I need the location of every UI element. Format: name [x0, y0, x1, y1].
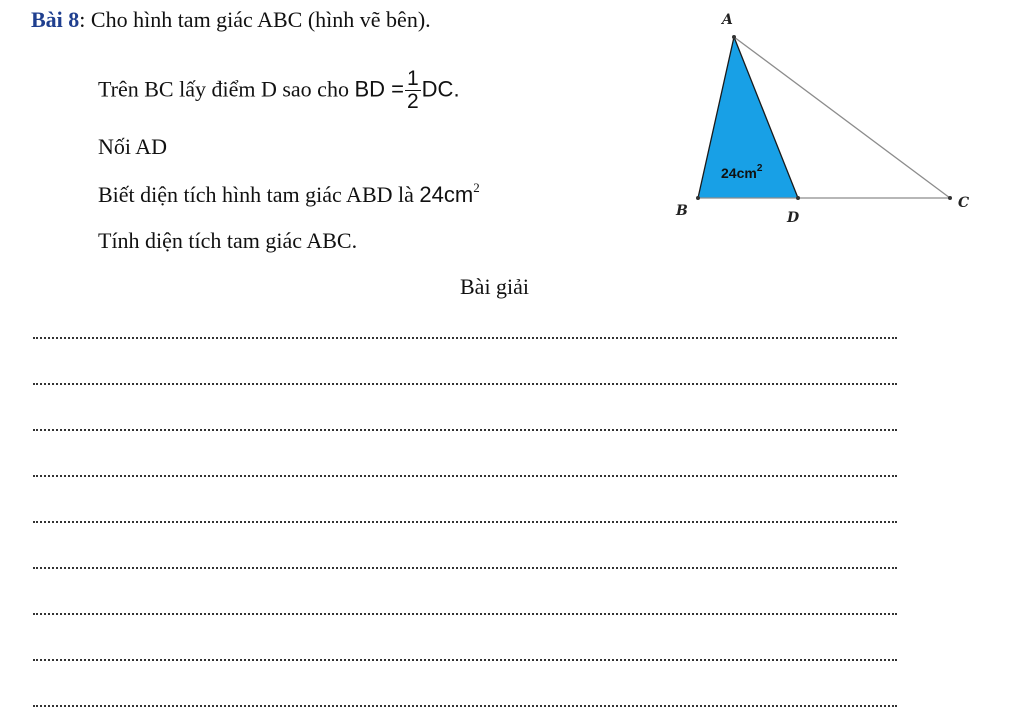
fraction-numerator: 1 [406, 67, 419, 90]
point-d [796, 196, 800, 200]
given-area-line [98, 181, 480, 209]
label-c: C [958, 195, 970, 211]
point-c [948, 196, 952, 200]
answer-line [33, 659, 897, 661]
answer-line [33, 475, 897, 477]
answer-line [33, 521, 897, 523]
answer-line [33, 705, 897, 707]
label-a: A [722, 12, 733, 28]
area-label [721, 163, 763, 181]
answer-line [33, 613, 897, 615]
given-area-text: Biết diện tích hình tam giác ABD là [98, 182, 414, 207]
area-exponent: 2 [756, 163, 763, 174]
problem-title [31, 6, 431, 34]
answer-line [33, 429, 897, 431]
fraction-denominator: 2 [406, 90, 419, 113]
question-line: Tính diện tích tam giác ABC. [98, 228, 358, 253]
answer-line [33, 567, 897, 569]
condition-text: Trên BC lấy điểm D sao cho [98, 76, 349, 102]
equation-rhs: DC. [421, 76, 460, 102]
label-b: B [676, 203, 688, 219]
triangle-figure [660, 0, 990, 240]
point-b [696, 196, 700, 200]
triangle-diagram [660, 0, 990, 240]
connect-line: Nối AD [98, 134, 168, 159]
label-d: D [787, 210, 800, 226]
area-value: 24cm [721, 165, 757, 181]
point-a [732, 35, 736, 39]
answer-line [33, 337, 897, 339]
problem-number: Bài 8 [31, 7, 80, 32]
answer-line [33, 383, 897, 385]
problem-intro: : Cho hình tam giác ABC (hình vẽ bên). [79, 7, 431, 32]
equation-lhs: BD = [354, 76, 404, 102]
given-area-exponent: 2 [473, 179, 480, 195]
given-area-value: 24cm [419, 182, 474, 207]
fraction [405, 68, 421, 113]
solution-heading: Bài giải [460, 274, 530, 299]
condition-line [98, 69, 460, 114]
